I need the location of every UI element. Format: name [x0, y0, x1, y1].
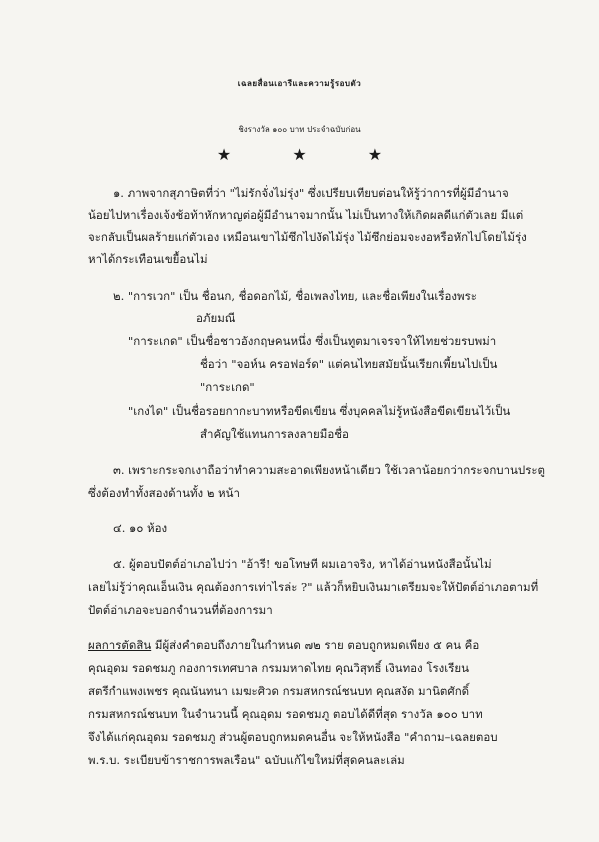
result-line: คุณอุดม รอดชมภู กองการเทศบาล กรมมหาดไทย คุณวิสุทธิ์ เงินทอง โรงเรียน [88, 661, 469, 675]
result-line: กรมสหกรณ์ชนบท ในจำนวนนี้ คุณอุดม รอดชมภู ตอบได้ดีที่สุด รางวัล ๑๐๐ บาท [88, 707, 483, 721]
result-line: พ.ร.บ. ระเบียบข้าราชการพลเรือน" ฉบับแก้ไขใหม่ที่สุดคนละเล่ม [88, 753, 405, 767]
result-line: สตรีกำแพงเพชร คุณนันทนา เมฆะศิวด กรมสหกรณ์ชนบท คุณสงัด มานิตศักดิ์ [88, 684, 470, 698]
result-line: จึงได้แก่คุณอุดม รอดชมภู ส่วนผู้ตอบถูกหมดคนอื่น จะให้หนังสือ "คำถาม–เฉลยตอบ [88, 730, 498, 744]
page-title: เฉลยสื่อนเอารีและความรู้รอบตัว [237, 78, 362, 88]
answer-1-line: น้อยไปหาเรื่องเจ้งช้อท้าหักหาญต่อผู้มีอำนาจมากนั้น ไม่เป็นทางให้เกิดผลดีแก่ตัวเลย มีแต่ [88, 208, 524, 222]
answer-2-line: "การะเกด" เป็นชื่อชาวอังกฤษคนหนึ่ง ซึ่งเป็นทูตมาเจรจาให้ไทยช่วยรบพม่า [128, 334, 497, 348]
answer-2-line: อภัยมณี [196, 311, 236, 325]
answer-1-line: หาได้กระเทือนเขยื้อนไม่ [88, 252, 208, 266]
star-icon: ★ [216, 145, 232, 164]
answer-5-line: ปัตต์อ่าเภอจะบอกจำนวนที่ต้องการมา [88, 603, 273, 617]
star-icon: ★ [367, 145, 383, 164]
answer-4-line: ๔. ๑๐ ห้อง [113, 521, 168, 535]
star-icon: ★ [292, 145, 307, 164]
result-label: ผลการตัดสิน [88, 638, 152, 652]
answer-5-line: ๕. ผู้ตอบปัตต์อ่าเภอไปว่า "อ้ารี! ขอโทษที ผมเอาจริง, หาได้อ่านหนังสือนั้นไม่ [113, 557, 492, 571]
answer-5-line: เลยไม่รู้ว่าคุณเอ็นเงิน คุณต้องการเท่าไรล่ะ ?" แล้วก็หยิบเงินมาเตรียมจะให้ปัตต์อ่าเภอตามที่ [88, 580, 539, 594]
page-subtitle: ชิงรางวัล ๑๐๐ บาท ประจำฉบับก่อน [238, 125, 361, 134]
star-divider [0, 145, 599, 164]
answer-2-line: สำคัญใช้แทนการลงลายมือชื่อ [200, 427, 349, 441]
answer-2-line: ๒. "การเวก" เป็น ชื่อนก, ชื่อดอกไม้, ชื่อเพลงไทย, และชื่อเพียงในเรื่องพระ [113, 289, 477, 303]
answer-1-line: ๑. ภาพจากสุภาษิตที่ว่า "ไม่รักจั่งไม่รุ่ง" ซึ่งเปรียบเทียบต่อนให้รู้ว่าการที่ผู้มีอำนาจ [113, 186, 509, 200]
answer-1-line: จะกลับเป็นผลร้ายแก่ตัวเอง เหมือนเขาไม้ซึกไปงัดไม้รุ่ง ไม้ซึกย่อมจะงอหรือหักไปโดยไม้รุ่ง [88, 230, 527, 244]
answer-3-line: ๓. เพราะกระจกเงาถือว่าทำความสะอาดเพียงหน้าเดียว ใช้เวลาน้อยกว่ากระจกบานประตู [113, 463, 546, 477]
result-line: มีผู้ส่งคำตอบถึงภายในกำหนด ๗๒ ราย ตอบถูกหมดเพียง ๕ คน คือ [154, 638, 480, 652]
result-paragraph-first-line [88, 638, 479, 652]
answer-2-line: "การะเกด" [200, 380, 255, 394]
answer-2-line: "เกงได" เป็นชื่อรอยกากะบาทหรือขีดเขียน ซึ่งบุคคลไม่รู้หนังสือขีดเขียนไว้เป็น [128, 404, 511, 418]
answer-3-line: ซึ่งต้องทำทั้งสองด้านทั้ง ๒ หน้า [88, 486, 240, 500]
answer-2-line: ชื่อว่า "จอห์น ครอฟอร์ด" แต่คนไทยสมัยนั้นเรียกเพี้ยนไปเป็น [200, 357, 498, 371]
